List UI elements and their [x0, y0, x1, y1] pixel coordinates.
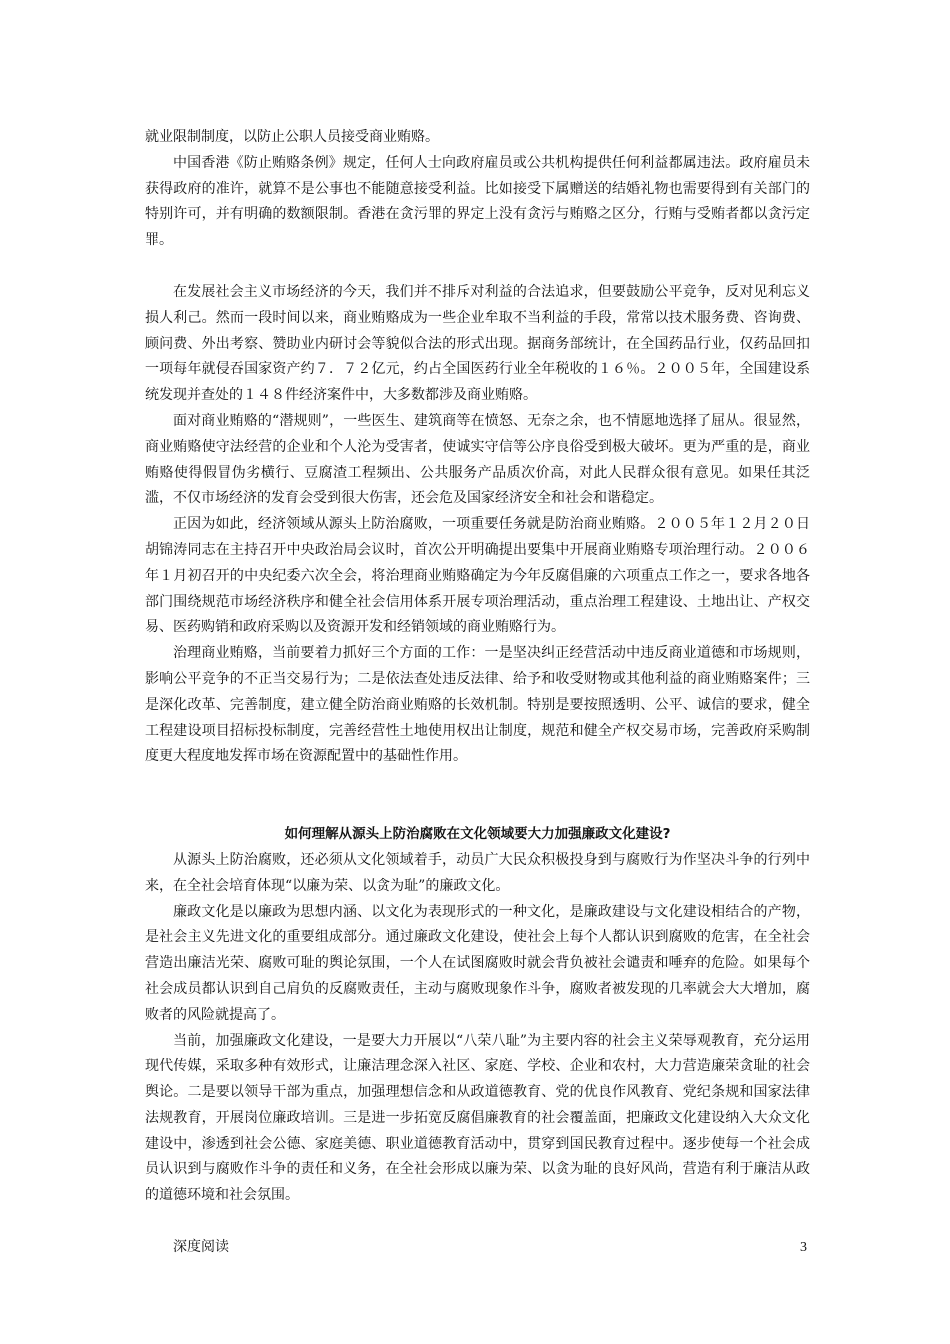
paragraph-hidden-rules: 面对商业贿赂的“潜规则”，一些医生、建筑商等在愤怒、无奈之余，也不情愿地选择了屈从。很显然，商业贿赂使守法经营的企业和个人沦为受害者，使诚实守信等公序良俗受到极大破坏。更为严重的是，商业贿赂使得假冒伪劣横行、豆腐渣工程频出、公共服务产品质次价高，对此人民群众很有意见。如果任其泛滥，不仅市场经济的发育会受到很大伤害，还会危及国家经济安全和社会和谐稳定。: [145, 412, 810, 507]
paragraph-spacer: [145, 254, 810, 280]
paragraph-culture-intro: 从源头上防治腐败，还必须从文化领域着手，动员广大民众积极投身到与腐败行为作坚决斗争的行列中来，在全社会培育体现“以廉为荣、以贪为耻”的廉政文化。: [145, 851, 810, 894]
paragraph-special-governance: 正因为如此，经济领域从源头上防治腐败，一项重要任务就是防治商业贿赂。２００５年１２月２０日胡锦涛同志在主持召开中央政治局会议时，首次公开明确提出要集中开展商业贿赂专项治理行动。２００６年１月初召开的中央纪委六次全会，将治理商业贿赂确定为今年反腐倡廉的六项重点工作之一，要求各地各部门围绕规范市场经济秩序和健全社会信用体系开展专项治理活动，重点治理工程建设、土地出让、产权交易、医药购销和政府采购以及资源开发和经销领域的商业贿赂行为。: [145, 516, 810, 636]
further-reading-label: 深度阅读: [173, 1239, 229, 1256]
paragraph-hong-kong-ordinance: 中国香港《防止贿赂条例》规定，任何人士向政府雇员或公共机构提供任何利益都属违法。政府雇员未获得政府的准许，就算不是公事也不能随意接受利益。比如接受下属赠送的结婚礼物也需要得到有关部门的特别许可，并有明确的数额限制。香港在贪污罪的界定上没有贪污与贿赂之区分，行贿与受贿者都以贪污定罪。: [145, 154, 810, 249]
paragraph-continuation: 就业限制制度，以防止公职人员接受商业贿赂。: [145, 129, 439, 145]
page-number: 3: [800, 1240, 807, 1255]
paragraph-culture-definition: 廉政文化是以廉政为思想内涵、以文化为表现形式的一种文化，是廉政建设与文化建设相结合的产物，是社会主义先进文化的重要组成部分。通过廉政文化建设，使社会上每个人都认识到腐败的危害，在全社会营造出廉洁光荣、腐败可耻的舆论氛围，一个人在试图腐败时就会背负被社会谴责和唾弃的危险。如果每个社会成员都认识到自己肩负的反腐败责任，主动与腐败现象作斗争，腐败者被发现的几率就会大大增加，腐败者的风险就提高了。: [145, 903, 810, 1023]
paragraph-market-economy: 在发展社会主义市场经济的今天，我们并不排斥对利益的合法追求，但要鼓励公平竞争，反对见利忘义损人利己。然而一段时间以来，商业贿赂成为一些企业牟取不当利益的手段，常常以技术服务费、咨询费、顾问费、外出考察、赞助业内研讨会等貌似合法的形式出现。据商务部统计，在全国药品行业，仅药品回扣一项每年就侵吞国家资产约７．７２亿元，约占全国医药行业全年税收的１６％。２００５年，全国建设系统发现并查处的１４８件经济案件中，大多数都涉及商业贿赂。: [145, 283, 810, 404]
paragraph-culture-measures: 当前，加强廉政文化建设，一是要大力开展以“八荣八耻”为主要内容的社会主义荣辱观教育，充分运用现代传媒，采取多种有效形式，让廉洁理念深入社区、家庭、学校、企业和农村，大力营造廉荣贪耻的社会舆论。二是要以领导干部为重点，加强理想信念和从政道德教育、党的优良作风教育、党纪条规和国家法律法规教育，开展岗位廉政培训。三是进一步拓宽反腐倡廉教育的社会覆盖面，把廉政文化建设纳入大众文化建设中，渗透到社会公德、家庭美德、职业道德教育活动中，贯穿到国民教育过程中。逐步使每一个社会成员认识到与腐败作斗争的责任和义务，在全社会形成以廉为荣、以贪为耻的良好风尚，营造有利于廉洁从政的道德环境和社会氛围。: [145, 1032, 810, 1204]
paragraph-three-tasks: 治理商业贿赂，当前要着力抓好三个方面的工作：一是坚决纠正经营活动中违反商业道德和市场规则，影响公平竞争的不正当交易行为；二是依法查处违反法律、给予和收受财物或其他利益的商业贿赂案件；三是深化改革、完善制度，建立健全防治商业贿赂的长效机制。特别是要按照透明、公平、诚信的要求，健全工程建设项目招标投标制度，完善经营性土地使用权出让制度，规范和健全产权交易市场，完善政府采购制度更大程度地发挥市场在资源配置中的基础性作用。: [145, 645, 810, 765]
document-body: [145, 125, 810, 1261]
paragraph-spacer: [145, 1209, 810, 1235]
paragraph-spacer: [145, 770, 810, 822]
section-heading: 如何理解从源头上防治腐败在文化领域要大力加强廉政文化建设?: [284, 826, 671, 843]
